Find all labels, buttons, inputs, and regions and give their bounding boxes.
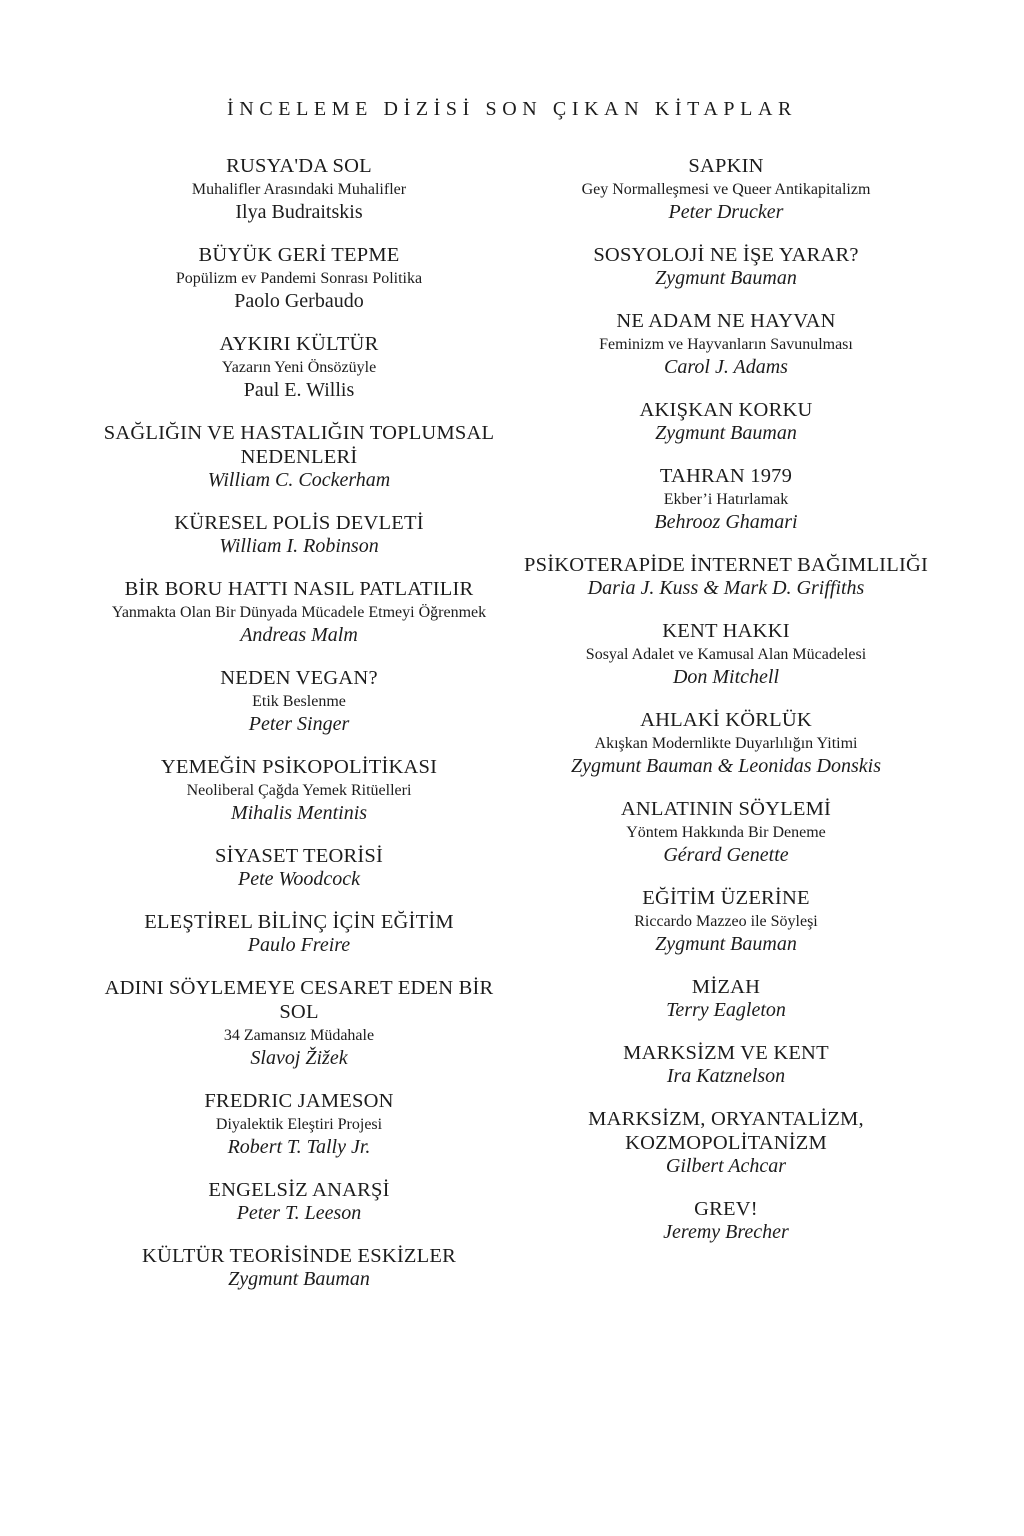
book-author: Paul E. Willis — [243, 379, 355, 401]
book-author: Zygmunt Bauman — [655, 267, 797, 289]
book-entry — [516, 619, 936, 689]
book-entry — [89, 577, 509, 647]
book-title: AHLAKİ KÖRLÜK — [640, 709, 812, 731]
book-title: PSİKOTERAPİDE İNTERNET BAĞIMLILIĞI — [523, 554, 929, 576]
book-title: ANLATININ SÖYLEMİ — [620, 798, 832, 820]
book-author: Paolo Gerbaudo — [234, 290, 364, 312]
book-author: Andreas Malm — [240, 624, 358, 646]
book-entry — [89, 332, 509, 402]
book-entry — [516, 553, 936, 600]
book-entry — [516, 708, 936, 778]
book-title: YEMEĞİN PSİKOPOLİTİKASI — [160, 756, 438, 778]
book-author: Zygmunt Bauman & Leonidas Donskis — [571, 755, 881, 777]
book-author: Jeremy Brecher — [663, 1221, 789, 1243]
book-title: NEDEN VEGAN? — [220, 667, 378, 689]
book-author: Carol J. Adams — [664, 356, 788, 378]
book-author: Ira Katznelson — [666, 1065, 786, 1087]
book-author: William C. Cockerham — [207, 469, 391, 491]
book-title: ENGELSİZ ANARŞİ — [208, 1179, 390, 1201]
book-author: Zygmunt Bauman — [655, 422, 797, 444]
book-author: Gilbert Achcar — [665, 1155, 787, 1177]
book-entry — [516, 1041, 936, 1088]
book-entry — [89, 154, 509, 224]
book-author: Zygmunt Bauman — [655, 933, 797, 955]
book-subtitle: Yöntem Hakkında Bir Deneme — [626, 824, 826, 841]
book-entry — [89, 910, 509, 957]
book-subtitle: Feminizm ve Hayvanların Savunulması — [599, 336, 853, 353]
book-author: Pete Woodcock — [238, 868, 360, 890]
book-subtitle: Akışkan Modernlikte Duyarlılığın Yitimi — [594, 735, 858, 752]
book-entry — [89, 421, 509, 492]
book-entry — [516, 1107, 936, 1178]
book-entry — [516, 243, 936, 290]
right-book-column — [516, 154, 936, 1263]
book-subtitle: Neoliberal Çağda Yemek Ritüelleri — [186, 782, 412, 799]
book-title: MARKSİZM VE KENT — [623, 1042, 829, 1064]
book-author: Mihalis Mentinis — [230, 802, 368, 824]
book-entry — [89, 511, 509, 558]
book-author: Robert T. Tally Jr. — [227, 1136, 371, 1158]
book-entry — [516, 797, 936, 867]
book-entry — [516, 1197, 936, 1244]
book-subtitle: Diyalektik Eleştiri Projesi — [215, 1116, 383, 1133]
book-subtitle: Muhalifler Arasındaki Muhalifler — [191, 181, 407, 198]
book-title: AYKIRI KÜLTÜR — [219, 333, 379, 355]
book-author: Behrooz Ghamari — [654, 511, 798, 533]
book-title: SİYASET TEORİSİ — [214, 845, 384, 867]
book-title: KENT HAKKI — [662, 620, 790, 642]
book-entry — [516, 309, 936, 379]
book-entry — [516, 464, 936, 534]
book-title: RUSYA'DA SOL — [226, 155, 372, 177]
book-title: KÜLTÜR TEORİSİNDE ESKİZLER — [142, 1245, 456, 1267]
book-subtitle: Gey Normalleşmesi ve Queer Antikapitalizm — [581, 181, 871, 198]
book-author: Peter Singer — [248, 713, 350, 735]
book-author: Don Mitchell — [672, 666, 780, 688]
book-author: Paulo Freire — [247, 934, 351, 956]
book-entry — [89, 243, 509, 313]
book-title: ADINI SÖYLEMEYE CESARET EDEN BİR SOL — [104, 977, 494, 1023]
book-subtitle: Etik Beslenme — [252, 693, 346, 710]
book-title: MARKSİZM, ORYANTALİZM, KOZMOPOLİTANİZM — [588, 1108, 864, 1154]
book-entry — [89, 666, 509, 736]
book-subtitle: Yanmakta Olan Bir Dünyada Mücadele Etmeyi Öğrenmek — [111, 604, 487, 621]
left-book-column — [89, 154, 509, 1310]
book-entry — [89, 1089, 509, 1159]
book-subtitle: 34 Zamansız Müdahale — [223, 1027, 375, 1044]
book-entry — [89, 844, 509, 891]
book-author: Peter Drucker — [668, 201, 784, 223]
book-title: BÜYÜK GERİ TEPME — [198, 244, 400, 266]
book-subtitle: Sosyal Adalet ve Kamusal Alan Mücadelesi — [585, 646, 867, 663]
book-author: Gérard Genette — [663, 844, 789, 866]
book-entry — [89, 1178, 509, 1225]
book-subtitle: Yazarın Yeni Önsözüyle — [221, 359, 377, 376]
book-subtitle: Popülizm ev Pandemi Sonrası Politika — [175, 270, 423, 287]
book-author: Slavoj Žižek — [250, 1047, 348, 1069]
book-entry — [89, 755, 509, 825]
book-title: KÜRESEL POLİS DEVLETİ — [174, 512, 424, 534]
book-author: Daria J. Kuss & Mark D. Griffiths — [587, 577, 865, 599]
book-title: GREV! — [694, 1198, 758, 1220]
book-subtitle: Ekber’i Hatırlamak — [663, 491, 789, 508]
book-author: Zygmunt Bauman — [228, 1268, 370, 1290]
book-title: SOSYOLOJİ NE İŞE YARAR? — [593, 244, 859, 266]
book-entry — [516, 154, 936, 224]
book-author: William I. Robinson — [219, 535, 379, 557]
book-title: EĞİTİM ÜZERİNE — [642, 887, 810, 909]
book-author: Terry Eagleton — [666, 999, 786, 1021]
book-title: SAPKIN — [688, 155, 764, 177]
book-entry — [516, 398, 936, 445]
book-title: AKIŞKAN KORKU — [639, 399, 813, 421]
page-heading: İNCELEME DİZİSİ SON ÇIKAN KİTAPLAR — [227, 98, 797, 120]
book-entry — [516, 975, 936, 1022]
book-title: NE ADAM NE HAYVAN — [616, 310, 836, 332]
book-title: BİR BORU HATTI NASIL PATLATILIR — [124, 578, 474, 600]
book-subtitle: Riccardo Mazzeo ile Söyleşi — [634, 913, 818, 930]
book-title: TAHRAN 1979 — [659, 465, 793, 487]
book-title: MİZAH — [691, 976, 761, 998]
book-entry — [516, 886, 936, 956]
book-title: FREDRIC JAMESON — [204, 1090, 394, 1112]
book-entry — [89, 1244, 509, 1291]
book-title: ELEŞTİREL BİLİNÇ İÇİN EĞİTİM — [144, 911, 454, 933]
book-entry — [89, 976, 509, 1070]
book-author: Peter T. Leeson — [236, 1202, 362, 1224]
book-author: Ilya Budraitskis — [235, 201, 363, 223]
book-title: SAĞLIĞIN VE HASTALIĞIN TOPLUMSAL NEDENLERİ — [103, 422, 495, 468]
